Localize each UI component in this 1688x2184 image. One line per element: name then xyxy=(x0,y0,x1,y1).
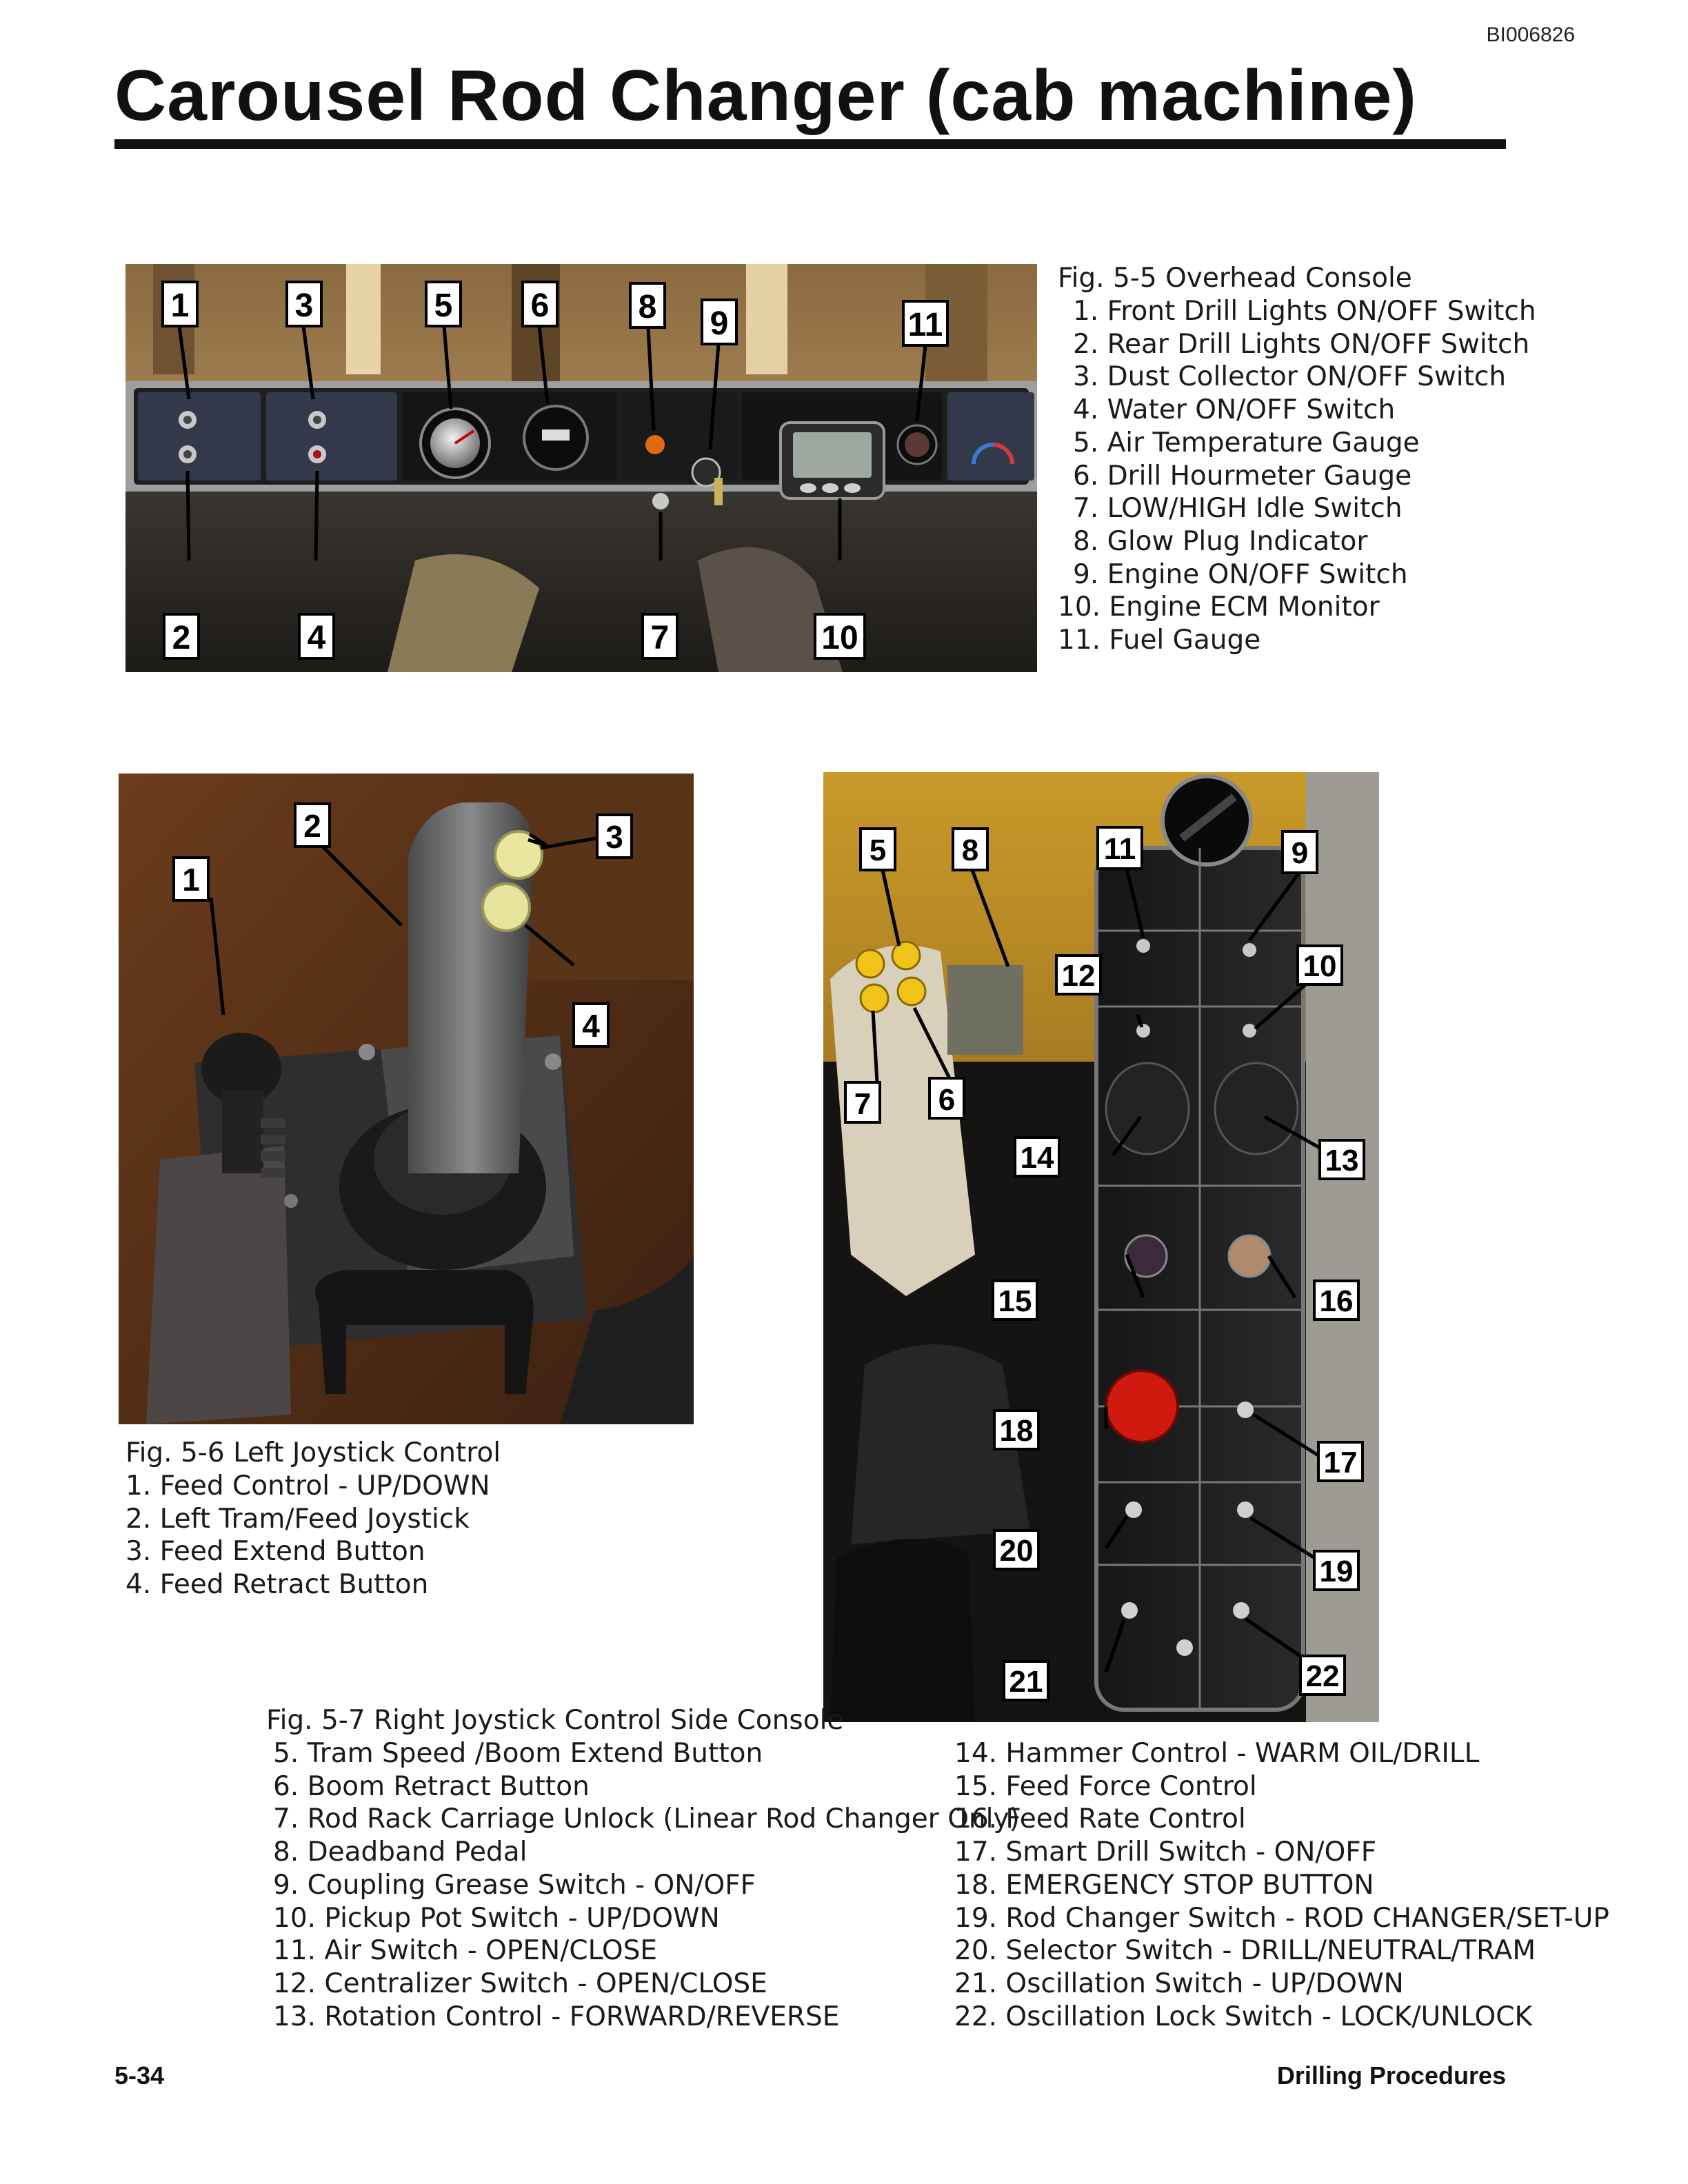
svg-text:6: 6 xyxy=(530,287,550,324)
fig55-item: 9. Engine ON/OFF Switch xyxy=(1073,558,1408,590)
fig57-item: 17. Smart Drill Switch - ON/OFF xyxy=(954,1837,1377,1868)
svg-text:2: 2 xyxy=(172,620,191,656)
svg-text:9: 9 xyxy=(710,305,729,342)
svg-text:13: 13 xyxy=(1325,1144,1359,1177)
section-name: Drilling Procedures xyxy=(1276,2061,1506,2090)
svg-text:3: 3 xyxy=(605,819,623,855)
fig57-item: 18. EMERGENCY STOP BUTTON xyxy=(954,1869,1374,1901)
svg-text:14: 14 xyxy=(1020,1141,1054,1175)
fig57-item: 12. Centralizer Switch - OPEN/CLOSE xyxy=(273,1968,767,1999)
svg-text:5: 5 xyxy=(869,833,887,867)
svg-text:6: 6 xyxy=(938,1083,956,1117)
svg-text:7: 7 xyxy=(854,1087,872,1121)
svg-text:19: 19 xyxy=(1319,1555,1354,1588)
fig57-item: 7. Rod Rack Carriage Unlock (Linear Rod Changer Only) xyxy=(273,1803,1020,1835)
fig56-item: 1. Feed Control - UP/DOWN xyxy=(125,1470,490,1502)
fig55-item: 2. Rear Drill Lights ON/OFF Switch xyxy=(1073,328,1530,360)
fig56-item: 3. Feed Extend Button xyxy=(125,1536,425,1568)
title-rule xyxy=(114,139,1506,149)
fig56-item: 4. Feed Retract Button xyxy=(125,1569,429,1601)
fig57-legend-left xyxy=(273,1737,1020,2033)
left-joystick-photo xyxy=(119,774,694,1424)
svg-text:10: 10 xyxy=(1303,949,1337,983)
svg-text:22: 22 xyxy=(1305,1659,1340,1693)
fig57-item: 20. Selector Switch - DRILL/NEUTRAL/TRAM xyxy=(954,1935,1536,1967)
svg-text:10: 10 xyxy=(821,620,858,656)
fig55-caption: Fig. 5-5 Overhead Console xyxy=(1058,263,1412,294)
svg-text:4: 4 xyxy=(582,1008,600,1044)
fig55-item: 3. Dust Collector ON/OFF Switch xyxy=(1073,361,1507,393)
fig57-item: 10. Pickup Pot Switch - UP/DOWN xyxy=(273,1902,720,1934)
fig57-item: 9. Coupling Grease Switch - ON/OFF xyxy=(273,1869,756,1901)
fig57-item: 19. Rod Changer Switch - ROD CHANGER/SET-UP xyxy=(954,1902,1609,1934)
fig55-legend xyxy=(1058,295,1536,657)
svg-text:3: 3 xyxy=(294,287,314,324)
svg-text:1: 1 xyxy=(170,287,190,324)
svg-text:15: 15 xyxy=(998,1284,1032,1318)
fig57-legend-right xyxy=(954,1737,1609,2033)
fig57-item: 14. Hammer Control - WARM OIL/DRILL xyxy=(954,1738,1480,1769)
svg-text:17: 17 xyxy=(1323,1446,1358,1479)
fig56-legend xyxy=(125,1470,490,1601)
svg-text:16: 16 xyxy=(1319,1284,1354,1318)
fig55-item: 11. Fuel Gauge xyxy=(1058,625,1261,656)
fig57-item: 5. Tram Speed /Boom Extend Button xyxy=(273,1738,763,1769)
svg-text:5: 5 xyxy=(434,287,453,324)
svg-text:21: 21 xyxy=(1009,1665,1043,1699)
document-id: BI006826 xyxy=(1486,23,1575,46)
fig57-item: 16. Feed Rate Control xyxy=(954,1803,1246,1835)
svg-text:9: 9 xyxy=(1291,836,1309,870)
fig57-item: 6. Boom Retract Button xyxy=(273,1770,590,1802)
page-title: Carousel Rod Changer (cab machine) xyxy=(114,56,1418,136)
svg-text:8: 8 xyxy=(638,289,657,325)
fig57-item: 21. Oscillation Switch - UP/DOWN xyxy=(954,1968,1404,1999)
svg-text:4: 4 xyxy=(307,620,326,656)
fig55-item: 5. Air Temperature Gauge xyxy=(1073,427,1420,458)
overhead-console-photo xyxy=(125,264,1037,672)
right-console-photo xyxy=(823,772,1379,1722)
fig55-item: 4. Water ON/OFF Switch xyxy=(1073,394,1396,426)
fig57-item: 8. Deadband Pedal xyxy=(273,1837,528,1868)
fig55-item: 8. Glow Plug Indicator xyxy=(1073,525,1368,557)
svg-text:11: 11 xyxy=(907,307,943,343)
svg-text:2: 2 xyxy=(303,808,321,844)
svg-text:20: 20 xyxy=(999,1534,1034,1568)
fig57-item: 13. Rotation Control - FORWARD/REVERSE xyxy=(273,2001,840,2032)
fig55-item: 1. Front Drill Lights ON/OFF Switch xyxy=(1073,296,1536,327)
fig55-item: 6. Drill Hourmeter Gauge xyxy=(1073,460,1412,492)
svg-text:1: 1 xyxy=(182,862,200,898)
svg-text:11: 11 xyxy=(1103,832,1136,866)
fig56-item: 2. Left Tram/Feed Joystick xyxy=(125,1503,470,1535)
svg-text:18: 18 xyxy=(999,1414,1034,1448)
fig55-item: 10. Engine ECM Monitor xyxy=(1058,592,1380,623)
page-number: 5-34 xyxy=(114,2061,165,2090)
fig55-item: 7. LOW/HIGH Idle Switch xyxy=(1073,493,1403,525)
fig57-item: 11. Air Switch - OPEN/CLOSE xyxy=(273,1935,658,1967)
svg-text:12: 12 xyxy=(1061,959,1096,993)
svg-text:7: 7 xyxy=(650,620,670,656)
fig57-item: 22. Oscillation Lock Switch - LOCK/UNLOCK xyxy=(954,2001,1533,2032)
fig57-item: 15. Feed Force Control xyxy=(954,1770,1257,1802)
fig57-caption: Fig. 5-7 Right Joystick Control Side Console xyxy=(266,1705,844,1736)
svg-text:8: 8 xyxy=(961,833,979,867)
fig56-caption: Fig. 5-6 Left Joystick Control xyxy=(125,1437,501,1468)
